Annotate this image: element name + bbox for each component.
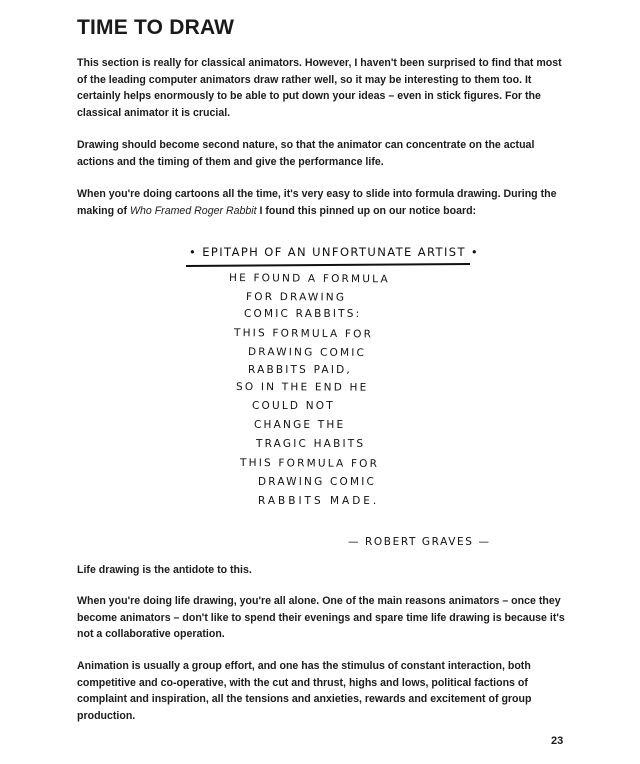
note-line: RABBITS MADE.: [258, 495, 380, 507]
note-line: THIS FORMULA FOR: [239, 457, 380, 470]
paragraph-antidote: Life drawing is the antidote to this.: [77, 564, 252, 576]
paragraph-text: When you're doing cartoons all the time, it's very easy to slide into formula drawing. During the making of: [77, 188, 557, 217]
note-line: COMIC RABBITS:: [244, 308, 362, 320]
film-title: Who Framed Roger Rabbit: [129, 204, 257, 217]
paragraph-group-effort: Animation is usually a group effort, and one has the stimulus of constant interaction, both competitive and co-operative, with the cut and thrust, highs and lows, political factions of complaint and inspiration, all the tensions and anxieties, rewards and excitement of group production.: [77, 660, 532, 723]
page-number: 23: [551, 735, 564, 747]
note-title-underline: [186, 263, 470, 267]
note-line: DRAWING COMIC: [258, 476, 377, 488]
paragraph-life-drawing: When you're doing life drawing, you're all alone. One of the main reasons animators – once they become animators – don't like to spend their evenings and spare time life drawing is because it's not a collaborative operation.: [77, 595, 565, 641]
note-line: COULD NOT: [252, 400, 335, 412]
note-title: • EPITAPH OF AN UNFORTUNATE ARTIST •: [189, 245, 480, 259]
note-line: FOR DRAWING: [245, 291, 347, 304]
note-line: THIS FORMULA FOR: [233, 327, 374, 341]
note-attribution: — ROBERT GRAVES —: [348, 536, 491, 548]
note-line: SO IN THE END HE: [235, 381, 369, 394]
note-line: RABBITS PAID,: [248, 364, 352, 376]
note-line: TRAGIC HABITS: [256, 438, 366, 450]
note-line: HE FOUND A FORMULA: [228, 272, 390, 286]
note-line: CHANGE THE: [254, 419, 346, 431]
note-line: DRAWING COMIC: [247, 346, 367, 360]
paragraph-second-nature: Drawing should become second nature, so that the animator can concentrate on the actual actions and the timing of them and give the performance life.: [77, 139, 535, 168]
section-heading: TIME TO DRAW: [77, 16, 235, 39]
paragraph-text: I found this pinned up on our notice board:: [256, 204, 477, 217]
paragraph-intro: This section is really for classical animators. However, I haven't been surprised to find that most of the leading computer animators draw rather well, so it may be interesting to them too. It certainly helps enormously to be able to put down your ideas – even in stick figures. For the classical animator it is crucial.: [77, 57, 562, 120]
